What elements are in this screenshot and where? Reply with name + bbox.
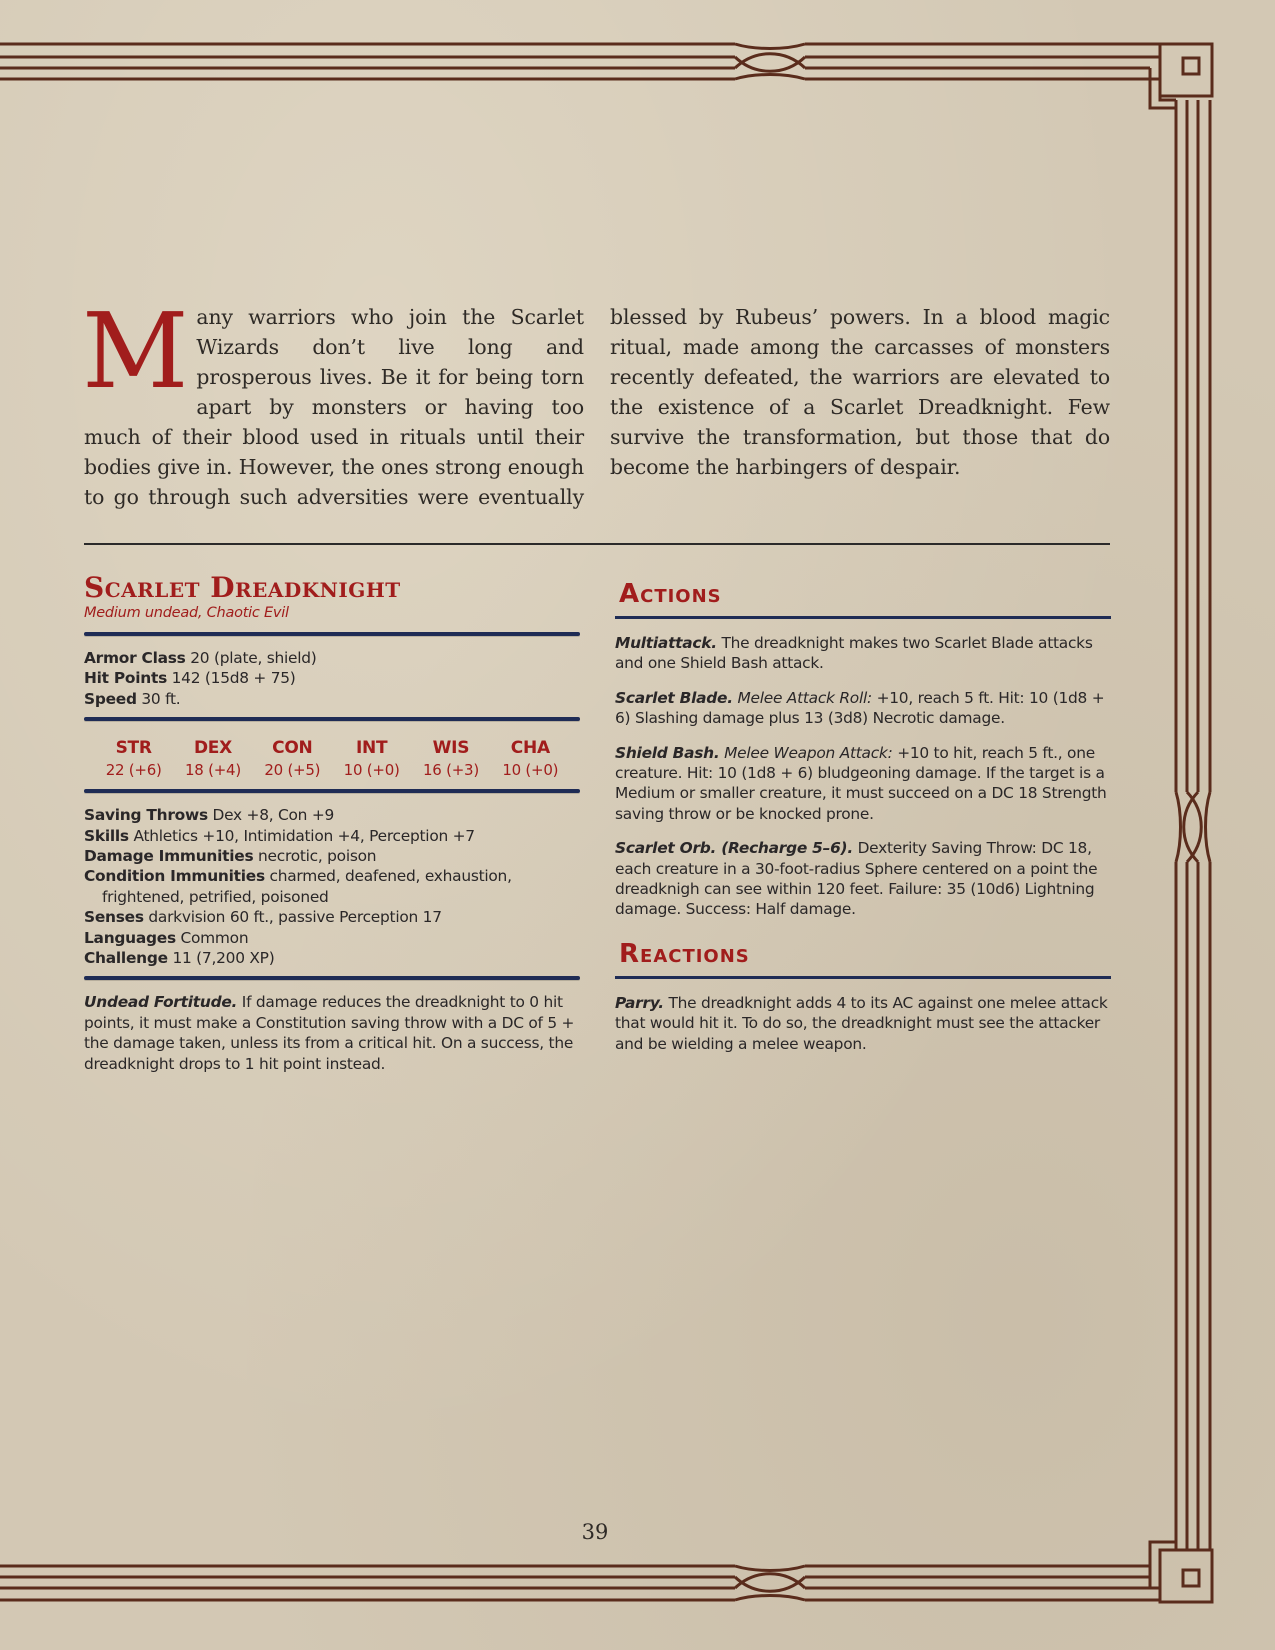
trait-undead-fortitude: Undead Fortitude. If damage reduces the dreadknight to 0 hit points, it must make a Constitution saving throw with a DC of 5 + the damage taken, unless its from a critical hit. On a success, the dreadknight drops to 1 hit point instead. (84, 993, 575, 1073)
intro-paragraph: any warriors who join the Scarlet Wizards don’t live long and prosperous lives. Be it for being torn apart by monsters or having too much of their blood used in rituals until their bodies give in. However, the ones strong enough to go through such adversities were eventually blessed by Rubeus’ powers. In a blood magic ritual, made among the carcasses of monsters recently defeated, the warriors are elevated to the existence of a Scarlet Dreadknight. Few survive the transformation, but those that do become the harbingers of despair. (84, 305, 1110, 509)
action-scarlet-orb: Scarlet Orb. (Recharge 5–6). Dexterity Saving Throw: DC 18, each creature in a 30-foot-radius Sphere centered on a point the dreadknigh can see within 120 feet. Failure: 35 (10d6) Lightning damage. Success: Half damage. (615, 839, 1098, 919)
stat-line-hit-points: Hit Points 142 (15d8 + 75) (84, 669, 296, 688)
ability-int: INT 10 (+0) (343, 738, 400, 780)
stat-line-challenge: Challenge 11 (7,200 XP) (84, 949, 275, 968)
basic-stats (84, 648, 580, 709)
stat-divider (84, 632, 580, 636)
stat-divider (84, 789, 580, 793)
actions-heading: Actions (619, 579, 722, 609)
stat-divider (84, 717, 580, 721)
ability-str: STR 22 (+6) (105, 738, 162, 780)
action-shield-bash: Shield Bash. Melee Weapon Attack: +10 to hit, reach 5 ft., one creature. Hit: 10 (1d8 + 6) bludgeoning damage. If the target is a Medium or smaller creature, it must succeed on a DC 18 Strength saving throw or be knocked prone. (615, 743, 1107, 823)
ability-scores (84, 733, 580, 781)
actions-column (615, 578, 1111, 1068)
actions-divider (615, 616, 1111, 619)
monster-type: Medium undead, Chaotic Evil (84, 605, 289, 621)
stat-line-skills: Skills Athletics +10, Intimidation +4, Perception +7 (84, 826, 475, 845)
action-multiattack: Multiattack. The dreadknight makes two Scarlet Blade attacks and one Shield Bash attack. (615, 634, 1093, 673)
reaction-parry: Parry. The dreadknight adds 4 to its AC against one melee attack that would hit it. To do so, the dreadknight must see the attacker and be wielding a melee weapon. (615, 993, 1108, 1053)
ability-cha: CHA 10 (+0) (502, 738, 559, 780)
reactions-heading: Reactions (619, 938, 750, 969)
stat-line-condition-immunities: Condition Immunities charmed, deafened, exhaustion, frightened, petrified, poisoned (84, 867, 512, 906)
stat-line-armor-class: Armor Class 20 (plate, shield) (84, 649, 317, 667)
page-number: 39 (581, 1520, 609, 1544)
stat-line-senses: Senses darkvision 60 ft., passive Perception 17 (84, 908, 442, 927)
detail-stats (84, 805, 580, 968)
stat-line-damage-immunities: Damage Immunities necrotic, poison (84, 847, 377, 866)
drop-cap: M (82, 290, 189, 412)
stat-line-speed: Speed 30 ft. (84, 689, 181, 708)
monster-name: Scarlet Dreadknight (84, 571, 401, 604)
stat-block (84, 572, 580, 1088)
section-divider (84, 543, 1110, 545)
ability-con: CON 20 (+5) (264, 738, 321, 780)
reactions-divider (615, 976, 1111, 979)
ability-dex: DEX 18 (+4) (185, 738, 241, 780)
stat-divider (84, 976, 580, 980)
ability-wis: WIS 16 (+3) (423, 738, 479, 780)
stat-line-languages: Languages Common (84, 928, 249, 947)
action-scarlet-blade: Scarlet Blade. Melee Attack Roll: +10, reach 5 ft. Hit: 10 (1d8 + 6) Slashing damage plus 13 (3d8) Necrotic damage. (615, 688, 1105, 728)
stat-line-saving-throws: Saving Throws Dex +8, Con +9 (84, 806, 335, 825)
intro-text (82, 290, 1110, 512)
